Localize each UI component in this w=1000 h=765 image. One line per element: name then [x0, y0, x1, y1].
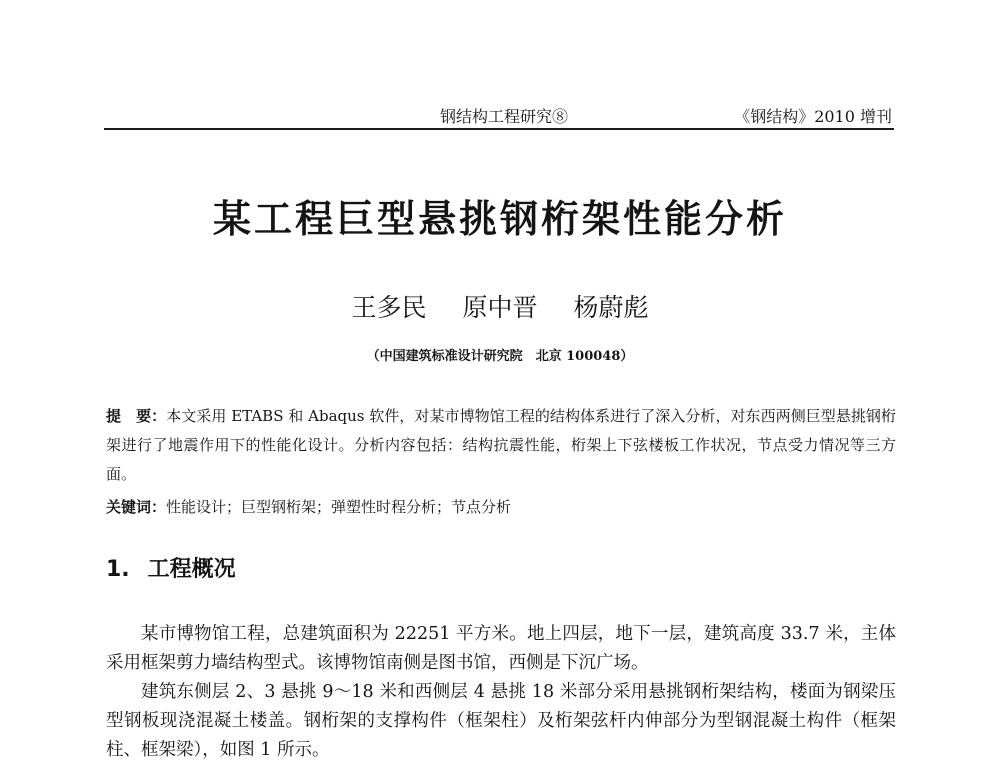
running-header-left: 钢结构工程研究⑧ — [440, 107, 569, 126]
section-title: 工程概况 — [147, 557, 236, 582]
keywords-text: 性能设计；巨型钢桁架；弹塑性时程分析；节点分析 — [166, 498, 512, 516]
paper-title: 某工程巨型悬挑钢桁架性能分析 — [212, 197, 787, 241]
abstract-text: 本文采用 ETABS 和 Abaqus 软件，对某市博物馆工程的结构体系进行了深入分析，对东西两侧巨型悬挑钢桁架进行了地震作用下的性能化设计。分析内容包括：结构抗震性能，桁架上下弦楼板工作状况，节点受力情况等三方面。 — [106, 407, 896, 483]
body-paragraph: 某市博物馆工程，总建筑面积为 22251 平方米。地上四层，地下一层，建筑高度 33.7 米，主体采用框架剪力墙结构型式。该博物馆南侧是图书馆，西侧是下沉广场。 — [106, 624, 896, 673]
section-heading — [106, 552, 236, 583]
header-rule — [104, 128, 894, 130]
section-number: 1. — [106, 557, 130, 582]
body-paragraph: 建筑东侧层 2、3 悬挑 9～18 米和西侧层 4 悬挑 18 米部分采用悬挑钢桁架结构，楼面为钢梁压型钢板现浇混凝土楼盖。钢桁架的支撑构件（框架柱）及桁架弦杆内伸部分为型钢混凝土构件（框架柱、框架梁），如图 1 所示。 — [106, 682, 896, 760]
author-name: 王多民 — [351, 293, 427, 322]
keywords-label: 关键词： — [106, 498, 167, 516]
author-name: 原中晋 — [462, 293, 538, 322]
body-text — [106, 620, 896, 765]
authors — [0, 288, 1000, 324]
abstract-label: 提 要： — [106, 407, 167, 425]
running-header-right: 《钢结构》2010 增刊 — [734, 107, 892, 126]
author-name: 杨蔚彪 — [573, 293, 649, 322]
abstract — [106, 402, 896, 489]
keywords — [106, 493, 896, 522]
affiliation: （中国建筑标准设计研究院 北京 100048） — [366, 349, 634, 364]
